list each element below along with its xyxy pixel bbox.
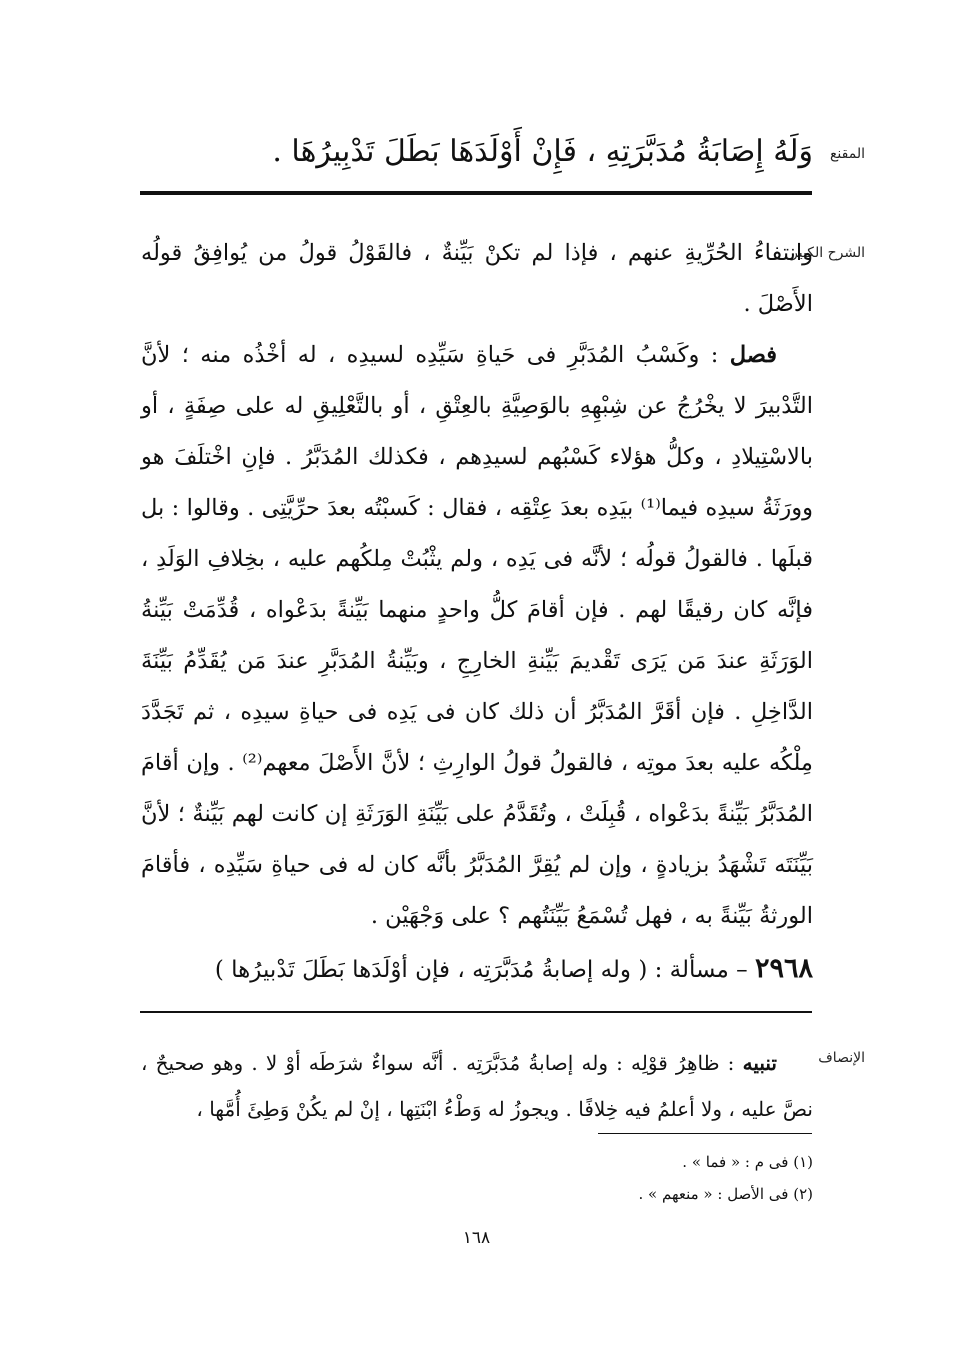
tanbih-heading: تنبيه <box>742 1051 777 1075</box>
page-number: ١٦٨ <box>462 1228 491 1248</box>
fasl-heading: فصل <box>729 342 777 368</box>
insaf-text-block <box>141 1040 813 1132</box>
masala-number: ٢٩٦٨ <box>754 953 813 984</box>
sharh-paragraph-2 <box>141 330 813 942</box>
footnote-divider <box>598 1133 812 1134</box>
sharh-paragraph-1: وانتفاءُ الحُرِّيةِ عنهم ، فإذا لم تكنْ بَيِّنةٌ ، فالقَوْلُ قولُ من يُوافِقُ قولُه الأَصْلَ . <box>141 240 813 317</box>
insaf-section-label: الإنصاف <box>818 1050 865 1066</box>
footnote-2: (٢) فى الأصل : « منعهم » . <box>638 1185 813 1203</box>
mugni-text: وَلَهُ إِصَابَةُ مُدَبَّرَتِهِ ، فَإِنْ أَوْلَدَهَا بَطَلَ تَدْبِيرُهَا . <box>272 134 813 169</box>
masala-text: – مسألة : ( وله إصابةُ مُدَبَّرَتِه ، فإن أوْلَدَها بَطَلَ تَدْبيرُها ) <box>214 957 748 983</box>
sharh-paragraph-2-body: : وكَسْبُ المُدَبَّرِ فى حَياةِ سَيِّدِه لسيدِه ، له أخْذُه منه ؛ لأنَّ التَّدْبيرَ لا يخْرُجُ عن شِبْهِهِ بالوَصِيَّةِ بالعِتْقِ ، أو بالتَّعْلِيقِ له على صِفَةٍ ، أو بالاسْتِيلادِ ، وكلُّ هؤلاء كَسْبُهم لسيدِهم ، فكذلك المُدَبَّرُ . فإنِ اخْتلَفَ هو وورَثَةُ سيدِه فيما⁽¹⁾ بيَدِه بعدَ عِتْقِه ، فقال : كَسبْتُه بعدَ حرِّيَّتِى . وقالوا : بل قبلَها . فالقولُ قولُه ؛ لأنَّه فى يَدِه ، ولم يثْبُتْ مِلكُهم عليه ، بخِلافِ الوَلَدِ ، فإنَّه كان رقيقًا لهم . فإن أقامَ كلُّ واحدٍ منهما بَيِّنةً بدَعْواه ، قُدِّمَتْ بَيِّنةُ الوَرَثَةِ عندَ مَن يَرَى تَقْديمَ بَيِّنةِ الخارِجِ ، وبَيِّنةُ المُدَبَّرِ عندَ مَن يُقَدِّمُ بَيِّنَةَ الدَّاخِلِ . فإن أقَرَّ المُدَبَّرُ أن ذلك كان فى يَدِه فى حياةِ سيدِه ، ثم تَجَدَّدَ مِلْكُه عليه بعدَ موتِه ، فالقولُ قولُ الوارِثِ ؛ لأنَّ الأَصْلَ معهم⁽²⁾ . وإن أقامَ المُدَبَّرُ بَيِّنةً بدَعْواه ، قُبِلَتْ ، وتُقَدَّمُ على بَيِّنَةِ الوَرَثَةِ إن كانت لهم بَيِّنةٌ ؛ لأنَّ بَيِّنَتَه تَشْهَدُ بزيادةٍ ، وإن لم يُقِرَّ المُدَبَّرُ بأنَّه كان له فى حياةِ سَيِّدِه ، فأقامَ الورثةُ بَيِّنةً به ، فهل تُسْمَعُ بَيِّنَتُهم ؟ على وَجْهَيْن . <box>141 342 813 929</box>
insaf-paragraph <box>141 1040 813 1132</box>
sharh-section-label: الشرح الكبير <box>791 245 865 261</box>
section-divider-thick <box>140 191 812 195</box>
footnotes <box>141 1146 813 1210</box>
masala-heading <box>141 947 813 992</box>
section-divider-thin <box>140 1011 812 1013</box>
insaf-paragraph-body: : ظاهِرُ قوْلِه : وله إصابةُ مُدَبَّرَتِه . أنَّه سواءٌ شرَطَه أوْ لا . وهو صحيحٌ ، نصَّ عليه ، ولا أعلمُ فيه خِلافًا . ويجوزُ له وَطْءُ ابْنَتِها ، إنْ لم يكُنْ وَطِئَ أُمَّها ، <box>141 1051 813 1121</box>
sharh-text-block <box>141 228 813 942</box>
footnote-1: (١) فى م : « فما » . <box>682 1153 813 1171</box>
mugni-section-label: المقنع <box>829 146 865 162</box>
